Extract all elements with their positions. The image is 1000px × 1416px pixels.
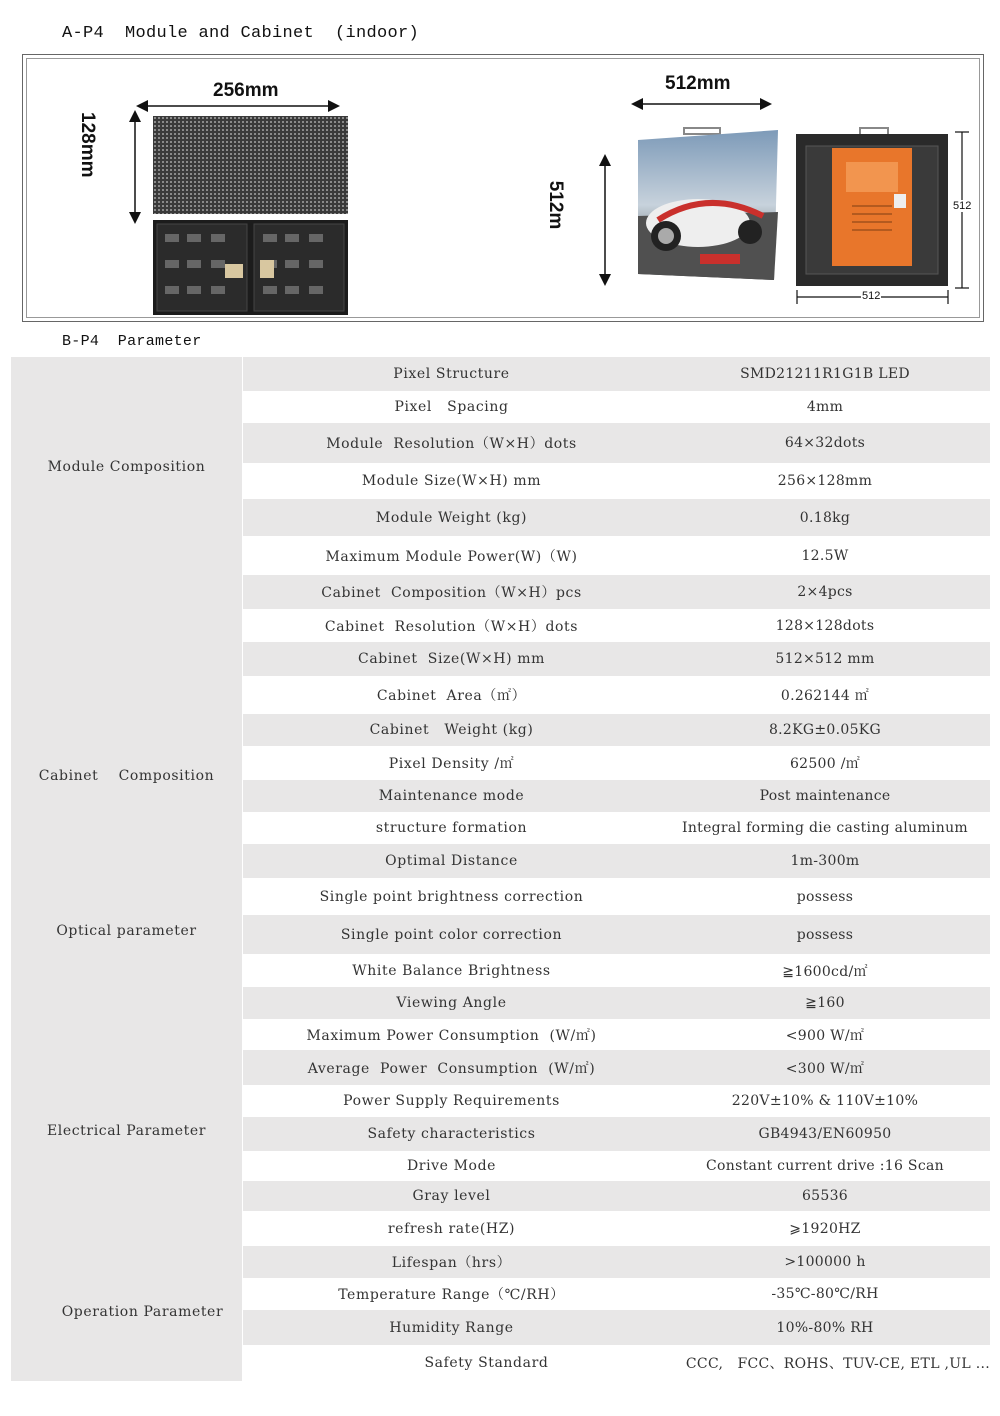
table-row: Temperature Range（℃/RH） -35℃-80℃/RH [243, 1278, 990, 1310]
section-a-heading: A-P4 Module and Cabinet (indoor) [62, 24, 420, 43]
cabinet-front-image [638, 128, 778, 278]
cabinet-back-image [796, 128, 948, 286]
table-row: Module Weight (kg) 0.18kg [243, 499, 990, 536]
table-row: White Balance Brightness ≧1600cd/㎡ [243, 954, 990, 987]
table-row: Safety Standard CCC, FCC、ROHS、TUV-CE, ETL ,UL ... [243, 1345, 990, 1381]
cabinet-back-bottom-label: 512 [862, 290, 881, 302]
table-row: refresh rate(HZ) ⩾1920HZ [243, 1211, 990, 1246]
table-row: Humidity Range 10%-80% RH [243, 1310, 990, 1345]
table-row: Maintenance mode Post maintenance [243, 780, 990, 812]
table-row: Pixel Density /㎡ 62500 /㎡ [243, 746, 990, 780]
cabinet-back-side-label: 512 [953, 200, 972, 212]
cabinet-width-label: 512mm [665, 73, 731, 94]
section-b-heading: B-P4 Parameter [62, 333, 202, 350]
table-row: Maximum Power Consumption (W/㎡) <900 W/㎡ [243, 1019, 990, 1050]
table-row: Cabinet Weight (kg) 8.2KG±0.05KG [243, 714, 990, 746]
cabinet-height-label: 512m [545, 180, 566, 230]
table-row: Safety characteristics GB4943/EN60950 [243, 1117, 990, 1151]
led-module-front-image [153, 116, 348, 214]
table-row: Cabinet Size(W×H) mm 512×512 mm [243, 642, 990, 676]
group-label-operation: Operation Parameter [61, 1304, 224, 1320]
table-row: Lifespan（hrs） >100000 h [243, 1246, 990, 1278]
table-row: Gray level 65536 [243, 1181, 990, 1211]
table-row: Viewing Angle ≧160 [243, 987, 990, 1019]
table-row: structure formation Integral forming die casting aluminum [243, 812, 990, 844]
table-row: Cabinet Area（㎡） 0.262144 ㎡ [243, 676, 990, 714]
group-label-cabinet: Cabinet Composition [38, 768, 215, 784]
module-height-label: 128mm [77, 112, 98, 178]
table-row: Power Supply Requirements 220V±10% & 110V±10% [243, 1085, 990, 1117]
table-row: Average Power Consumption (W/㎡) <300 W/㎡ [243, 1050, 990, 1085]
table-row: Optimal Distance 1m-300m [243, 844, 990, 878]
module-width-label: 256mm [213, 80, 279, 101]
table-row: Drive Mode Constant current drive :16 Scan [243, 1151, 990, 1181]
group-label-module: Module Composition [47, 459, 206, 475]
table-row: Pixel Structure SMD21211R1G1B LED [243, 357, 990, 391]
table-row: Module Size(W×H) mm 256×128mm [243, 463, 990, 499]
table-row: Cabinet Composition（W×H）pcs 2×4pcs [243, 575, 990, 609]
table-row: Single point brightness correction possess [243, 878, 990, 915]
table-row: Module Resolution（W×H）dots 64×32dots [243, 423, 990, 463]
led-module-back-image [153, 220, 348, 315]
table-row: Single point color correction possess [243, 915, 990, 954]
table-row: Cabinet Resolution（W×H）dots 128×128dots [243, 609, 990, 642]
group-label-optical: Optical parameter [56, 923, 197, 939]
table-row: Maximum Module Power(W)（W) 12.5W [243, 536, 990, 575]
group-label-electrical: Electrical Parameter [46, 1123, 207, 1139]
table-row: Pixel Spacing 4mm [243, 391, 990, 423]
group-column [11, 357, 242, 1381]
